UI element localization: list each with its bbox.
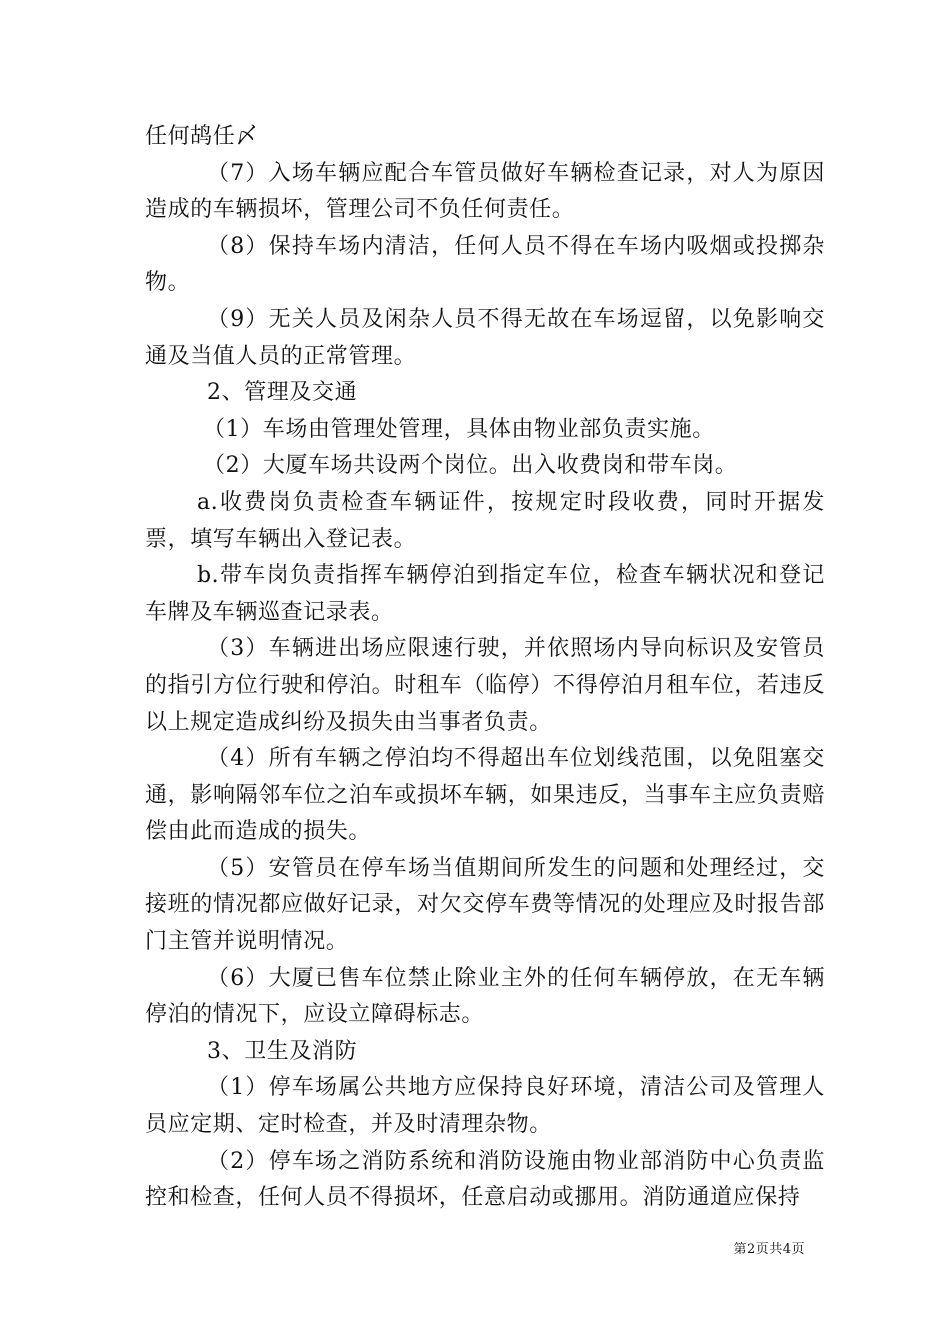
paragraph-9: （3）车辆进出场应限速行驶，并依照场内导向标识及安管员的指引方位行驶和停泊。时租车（临停）不得停泊月租车位，若违反以上规定造成纠纷及损失由当事者负责。 (145, 636, 825, 735)
paragraph-5: （1）车场由管理处管理，具体由物业部负责实施。 (203, 416, 715, 442)
paragraph-1: （7）入场车辆应配合车管员做好车辆检查记录，对人为原因造成的车辆损坏，管理公司不负任何责任。 (145, 160, 825, 223)
paragraph-12: （6）大厦已售车位禁止除业主外的任何车辆停放，在无车辆停泊的情况下，应设立障碍标志。 (145, 965, 825, 1028)
paragraph-2: （8）保持车场内清洁，任何人员不得在车场内吸烟或投掷杂物。 (145, 233, 825, 296)
section-heading-3: 3、卫生及消防 (207, 1038, 358, 1064)
paragraph-3: （9）无关人员及闲杂人员不得无故在车场逗留，以免影响交通及当值人员的正常管理。 (145, 306, 825, 369)
paragraph-15: （2）停车场之消防系统和消防设施由物业部消防中心负责监控和检查，任何人员不得损坏，任意启动或挪用。消防通道应保持 (145, 1148, 825, 1211)
paragraph-8: b.带车岗负责指挥车辆停泊到指定车位，检查车辆状况和登记车牌及车辆巡查记录表。 (145, 563, 825, 625)
paragraph-10: （4）所有车辆之停泊均不得超出车位划线范围，以免阻塞交通，影响隔邻车位之泊车或损坏车辆，如果违反，当事车主应负责赔偿由此而造成的损失。 (145, 746, 825, 845)
paragraph-6: （2）大厦车场共设两个岗位。出入收费岗和带车岗。 (203, 453, 738, 479)
section-heading-2: 2、管理及交通 (207, 380, 358, 406)
document-body (145, 119, 825, 1217)
paragraph-11: （5）安管员在停车场当值期间所发生的问题和处理经过，交接班的情况都应做好记录，对欠交停车费等情况的处理应及时报告部门主管并说明情况。 (145, 855, 825, 955)
paragraph-7: a.收费岗负责检查车辆证件，按规定时段收费，同时开据发票，填写车辆出入登记表。 (145, 489, 825, 552)
page-number-footer: 第2页共4页 (733, 1242, 805, 1257)
paragraph-14: （1）停车场属公共地方应保持良好环境，清洁公司及管理人员应定期、定时检查，并及时清理杂物。 (145, 1075, 825, 1138)
paragraph-0: 任何鸪任〆 (145, 124, 259, 149)
